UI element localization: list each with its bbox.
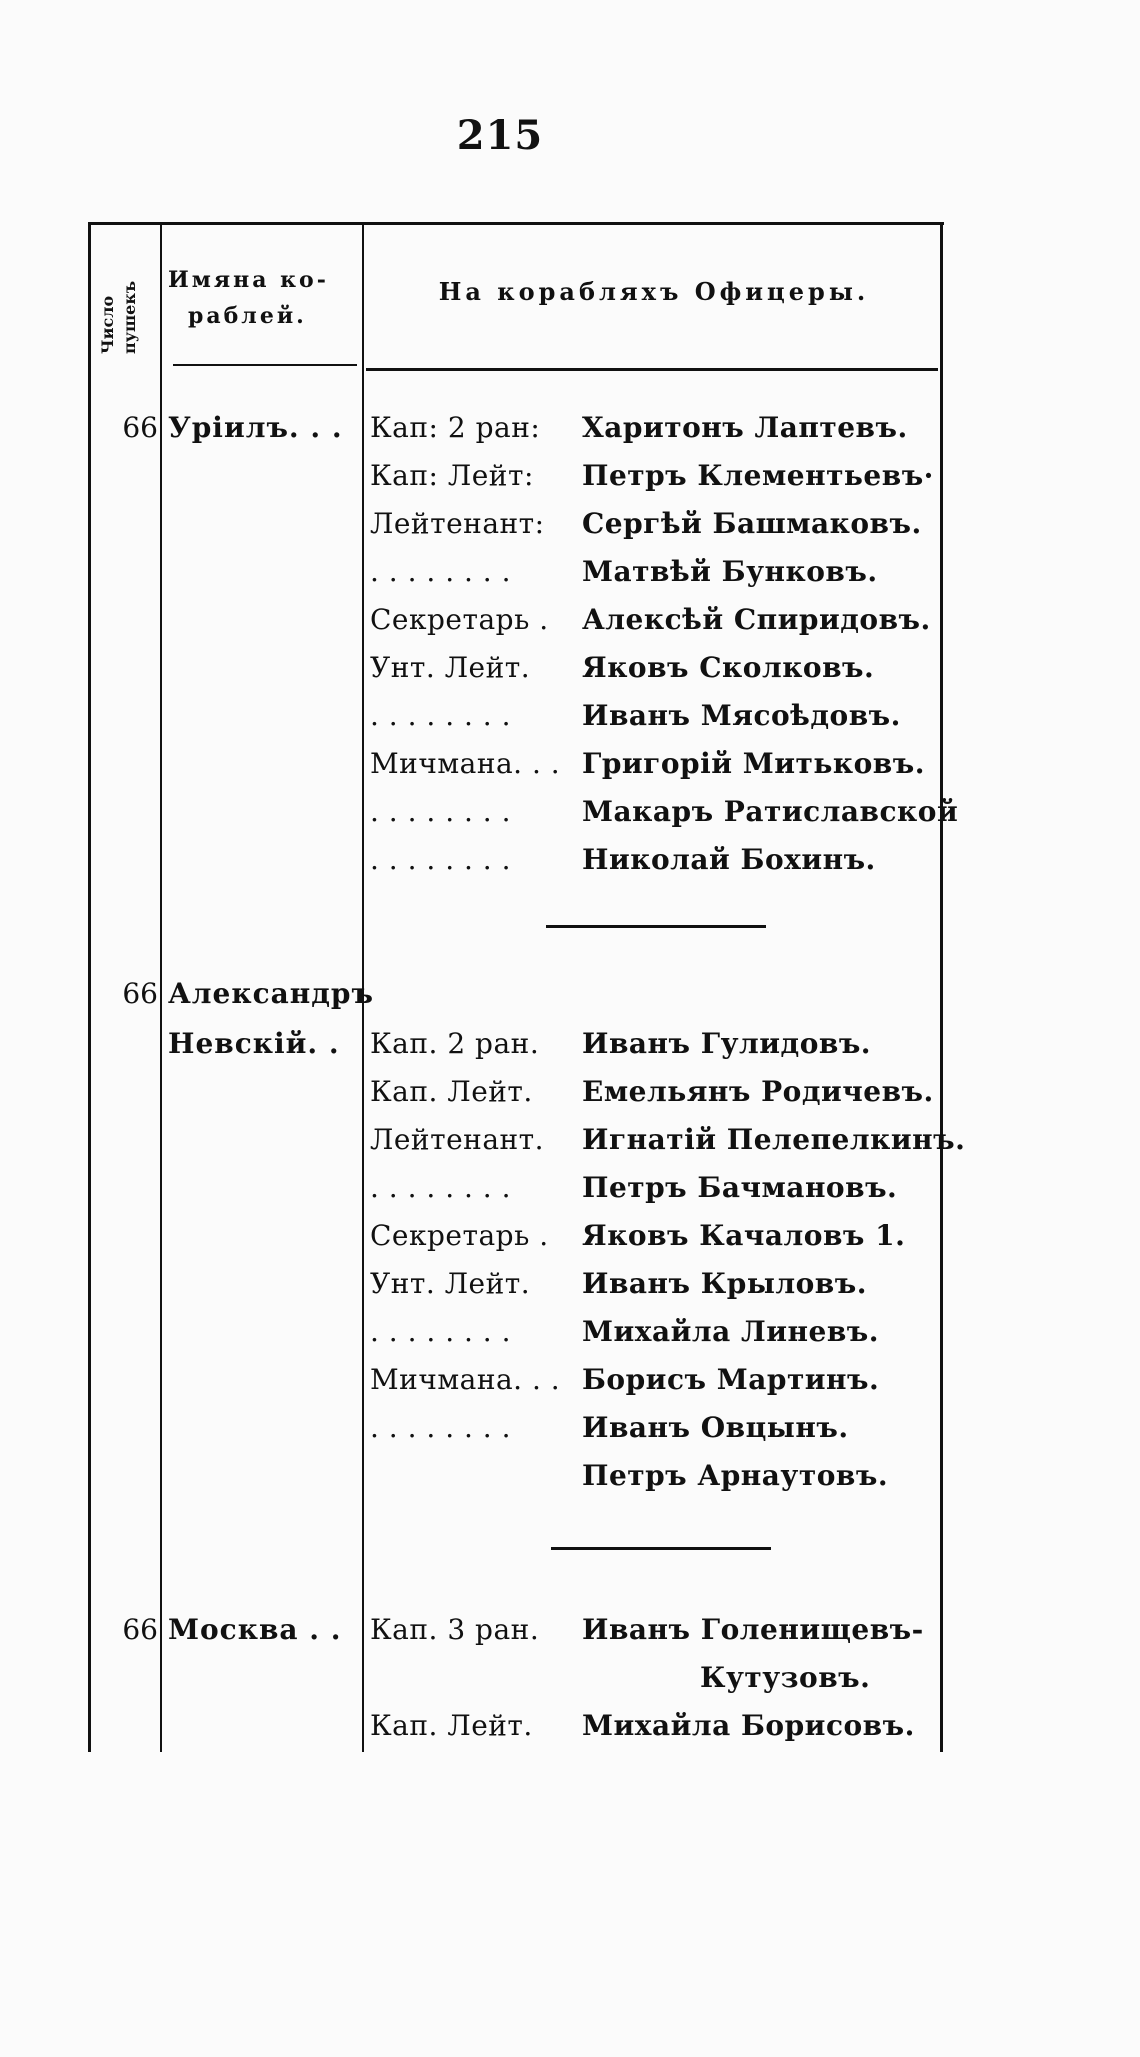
officer-rank: Секретарь . [370,603,549,636]
table-row [88,788,959,836]
officer-name: Михайла Линевъ. [582,1315,880,1348]
officer-name: Яковъ Сколковъ. [582,651,875,684]
officer-name: Борисъ Мартинъ. [582,1363,880,1396]
header-rule-ships [173,364,357,366]
table-row [88,1212,944,1260]
officer-rank: . . . . . . . . [370,555,512,588]
header-ship-names [168,262,358,334]
officer-name: Игнатiй Пелепелкинъ. [582,1123,966,1156]
ship-name: Александръ [168,977,374,1010]
header-officers: На корабляхъ Офицеры. [438,277,870,306]
table-row [88,1654,944,1702]
officer-name: Григорiй Митьковъ. [582,747,925,780]
table-row [88,836,944,884]
officer-rank: . . . . . . . . [370,699,512,732]
officer-name: Петръ Арнаутовъ. [582,1459,889,1492]
ship-name: Урiилъ. . . [168,411,343,444]
officer-name: Николай Бохинъ. [582,843,876,876]
table-row [88,1452,944,1500]
officer-rank: . . . . . . . . [370,795,512,828]
officer-name: Иванъ Гулидовъ. [582,1027,872,1060]
header-rule-officers [366,368,938,371]
table-row [88,596,944,644]
officer-rank: Кап. Лейт. [370,1075,533,1108]
officer-rank: Кап. 2 ран. [370,1027,540,1060]
table-row [88,1260,944,1308]
officer-name: Иванъ Овцынъ. [582,1411,849,1444]
table-row [88,692,944,740]
officer-name: Иванъ Крыловъ. [582,1267,867,1300]
table-row [88,1702,944,1750]
section-divider [546,925,766,928]
table-row [88,452,944,500]
officer-rank: Кап: 2 ран: [370,411,541,444]
ship-name-continued: Невскiй. . [168,1027,340,1060]
officer-rank: Мичмана. . . [370,747,561,780]
table-row [88,404,944,452]
header-guns [96,236,154,356]
table-row [88,970,944,1018]
officer-rank: Кап. Лейт. [370,1709,533,1742]
ship-name: Москва . . [168,1613,342,1646]
officer-name: Сергѣй Башмаковъ. [582,507,922,540]
table-row [88,1020,944,1068]
header-ship-names-line2: раблей. [188,303,307,329]
table-row [88,1068,944,1116]
table-row [88,1404,944,1452]
officer-rank: . . . . . . . . [370,1315,512,1348]
officers-table [88,222,966,1752]
officer-name: Петръ Клементьевъ· [582,459,934,492]
table-top-rule [88,222,944,225]
officer-name: Матвѣй Бунковъ. [582,555,878,588]
guns-count: 66 [122,977,158,1010]
header-ship-names-line1: Имяна ко- [168,267,329,293]
table-row [88,1164,944,1212]
officer-rank: Кап: Лейт: [370,459,534,492]
officer-rank: Кап. 3 ран. [370,1613,540,1646]
officer-rank: . . . . . . . . [370,1411,512,1444]
table-row [88,1308,944,1356]
officer-rank: Мичмана. . . [370,1363,561,1396]
officer-rank: Унт. Лейт. [370,651,531,684]
table-row [88,500,944,548]
table-row [88,740,944,788]
officer-rank: Лейтенант. [370,1123,545,1156]
officer-name: Петръ Бачмановъ. [582,1171,898,1204]
table-row [88,1606,944,1654]
officer-name: Яковъ Качаловъ 1. [582,1219,906,1252]
table-row [88,548,944,596]
officer-rank: . . . . . . . . [370,1171,512,1204]
officer-name: Михайла Борисовъ. [582,1709,915,1742]
table-row [88,1356,944,1404]
officer-rank: Секретарь . [370,1219,549,1252]
officer-name: Алексѣй Спиридовъ. [582,603,931,636]
officer-rank: . . . . . . . . [370,843,512,876]
table-row [88,644,944,692]
table-row [88,1116,966,1164]
header-guns-line2: пушекъ [120,280,139,354]
officer-rank: Унт. Лейт. [370,1267,531,1300]
guns-count: 66 [122,411,158,444]
section-divider [551,1547,771,1550]
officer-name: Кутузовъ. [700,1661,871,1694]
officer-rank: Лейтенант: [370,507,545,540]
officer-name: Макаръ Ратиславской [582,795,959,828]
page-number: 215 [456,112,544,159]
officer-name: Иванъ Мясоѣдовъ. [582,699,901,732]
officer-name: Емельянъ Родичевъ. [582,1075,934,1108]
guns-count: 66 [122,1613,158,1646]
header-guns-line1: Число [98,295,117,354]
officer-name: Иванъ Голенищевъ- [582,1613,924,1646]
officer-name: Харитонъ Лаптевъ. [582,411,908,444]
